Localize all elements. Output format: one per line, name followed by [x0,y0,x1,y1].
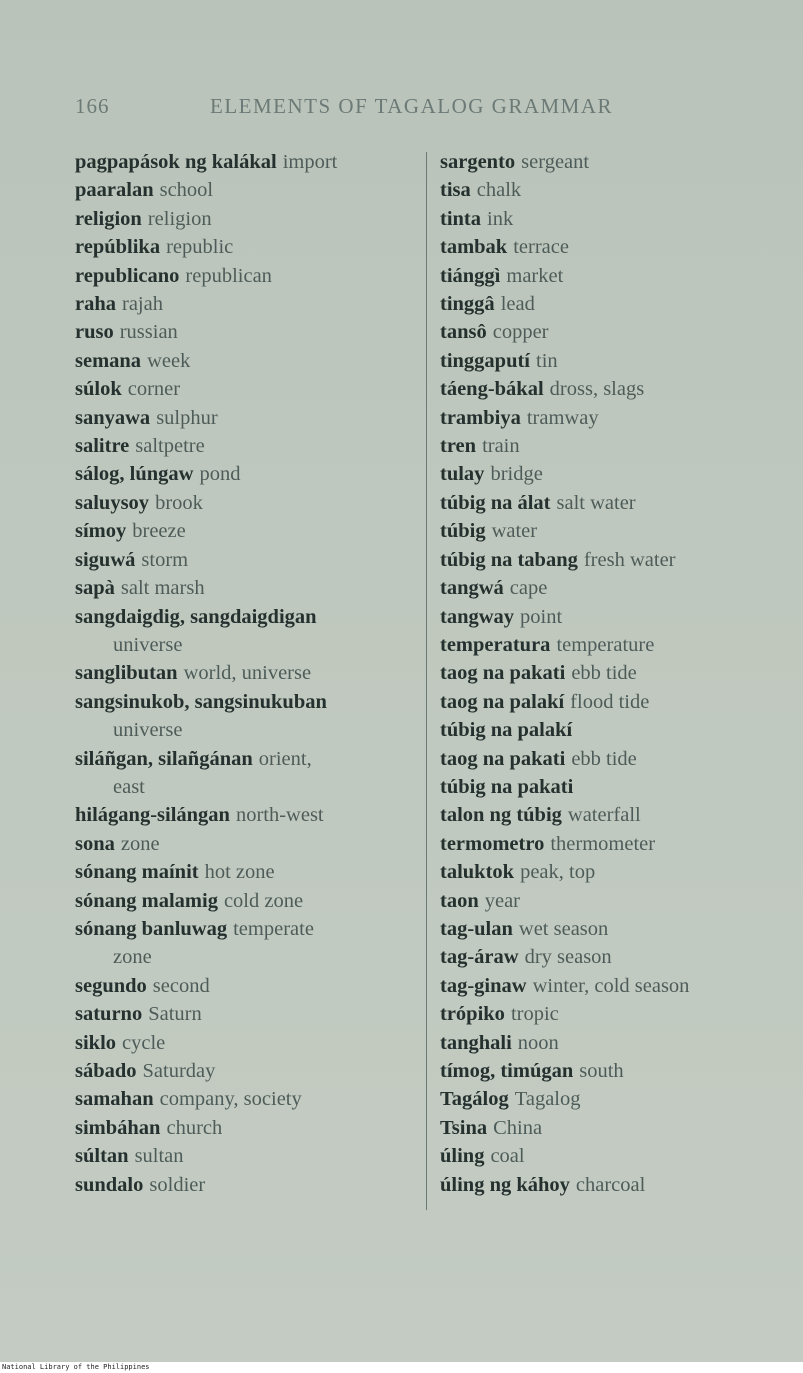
glossary-term: salitre [75,435,130,458]
glossary-column-left [75,148,420,1199]
glossary-term: termometro [440,832,545,855]
glossary-entry [440,205,800,233]
glossary-term: taluktok [440,861,515,884]
glossary-definition: pond [199,463,241,486]
glossary-entry [440,830,800,858]
glossary-term: tiánggì [440,264,501,287]
glossary-term: siláñgan, silañgánan [75,747,253,770]
glossary-definition: north-west [235,804,324,827]
glossary-entry [75,489,420,517]
glossary-definition: tramway [526,406,599,429]
glossary-entry [75,1000,420,1028]
glossary-definition: lead [500,293,535,316]
glossary-term: siguwá [75,548,136,571]
glossary-term: saluysoy [75,491,150,514]
glossary-definition: brook [155,491,203,514]
glossary-entry [75,404,420,432]
glossary-definition: week [147,349,191,372]
glossary-entry [440,887,800,915]
glossary-definition: cape [509,577,548,600]
glossary-term: talon ng túbig [440,804,562,827]
glossary-entry [440,659,800,687]
glossary-entry [75,347,420,375]
glossary-term: taon [440,889,479,912]
glossary-entry [440,375,800,403]
glossary-definition: ink [487,207,514,230]
glossary-term: segundo [75,974,147,997]
glossary-definition: thermometer [550,832,656,855]
glossary-term: súltan [75,1145,129,1168]
glossary-entry [440,489,800,517]
glossary-definition: church [166,1116,223,1139]
glossary-entry [440,347,800,375]
glossary-definition: temperate [233,917,314,940]
glossary-entry [440,1142,800,1170]
glossary-entry [440,176,800,204]
glossary-definition: republican [185,264,272,287]
glossary-definition: saltpetre [135,435,205,458]
glossary-term: trópiko [440,1003,505,1026]
glossary-entry [440,318,800,346]
glossary-entry [440,517,800,545]
glossary-definition: ebb tide [571,662,637,685]
glossary-entry [440,688,800,716]
glossary-entry [75,432,420,460]
glossary-definition: cycle [122,1031,166,1054]
glossary-entry [440,1114,800,1142]
glossary-entry [75,546,420,574]
glossary-term: tanghali [440,1031,512,1054]
glossary-term: tambak [440,236,508,259]
glossary-entry [440,943,800,971]
glossary-entry [440,233,800,261]
glossary-entry [440,716,800,744]
glossary-entry [75,460,420,488]
glossary-definition: school [159,179,214,202]
glossary-term: úling [440,1145,485,1168]
glossary-term: sónang banluwag [75,917,228,940]
glossary-term: túbig na pakati [440,775,574,798]
glossary-entry [440,574,800,602]
glossary-entry [75,972,420,1000]
glossary-term: sanyawa [75,406,151,429]
glossary-definition: second [152,974,210,997]
footer-credit: National Library of the Philippines [0,1362,803,1373]
glossary-definition: Saturday [142,1060,216,1082]
page-header [0,94,803,124]
glossary-entry [75,290,420,318]
glossary-definition: storm [141,548,189,571]
glossary-entry [440,972,800,1000]
glossary-definition: company, society [159,1088,302,1111]
glossary-term: siklo [75,1031,117,1054]
glossary-definition: russian [119,321,178,344]
glossary-definition: flood tide [570,690,650,713]
glossary-definition: market [506,264,564,287]
glossary-term: túbig na tabang [440,548,578,571]
glossary-term: simbáhan [75,1116,161,1139]
glossary-entry [75,318,420,346]
glossary-term: tren [440,435,477,458]
glossary-entry [440,148,800,176]
glossary-entry [440,546,800,574]
glossary-entry [440,1085,800,1113]
glossary-term: tangwá [440,577,504,600]
glossary-entry [440,1000,800,1028]
glossary-term: paaralan [75,179,154,202]
glossary-entry [440,432,800,460]
glossary-term: túbig na álat [440,491,551,514]
glossary-column-right [440,148,800,1199]
glossary-entry [75,148,420,176]
glossary-definition: corner [127,378,181,401]
glossary-entry [440,745,800,773]
glossary-term: sundalo [75,1173,144,1196]
glossary-entry [75,915,420,943]
glossary-entry [440,603,800,631]
glossary-definition: peak, top [520,861,596,884]
glossary-definition: waterfall [567,804,641,827]
glossary-definition: water [491,520,538,543]
glossary-term: tinggaputí [440,349,530,372]
glossary-definition: salt marsh [120,577,205,600]
glossary-definition: soldier [149,1173,206,1196]
glossary-term: raha [75,293,116,316]
glossary-entry [75,801,420,829]
glossary-definition: tin [536,349,558,372]
glossary-term: temperatura [440,633,551,656]
glossary-entry [75,1085,420,1113]
glossary-term: sálog, lúngaw [75,463,194,486]
glossary-entry [75,1029,420,1057]
glossary-entry [75,830,420,858]
glossary-entry [440,858,800,886]
glossary-definition: world, universe [183,662,312,685]
glossary-entry [75,745,420,773]
glossary-term: símoy [75,520,127,543]
glossary-term: tisa [440,179,471,202]
glossary-entry [75,659,420,687]
glossary-entry [75,233,420,261]
glossary-term: sábado [75,1060,137,1082]
glossary-term: saturno [75,1003,143,1026]
glossary-term: religion [75,207,142,230]
glossary-definition: chalk [476,179,522,202]
glossary-definition: import [282,151,338,173]
glossary-definition: coal [490,1145,525,1168]
glossary-definition: ebb tide [571,747,637,770]
column-divider [426,152,427,1210]
glossary-definition: wet season [518,917,609,940]
glossary-definition: China [493,1116,543,1139]
glossary-term: sangsinukob, sangsinukuban [75,690,327,713]
glossary-entry [75,262,420,290]
glossary-definition: point [520,605,563,628]
glossary-term: tangway [440,605,515,628]
glossary-entry [75,1171,420,1199]
glossary-term: túbig na palakí [440,719,573,742]
glossary-definition: dry season [524,946,612,969]
glossary-entry [75,858,420,886]
glossary-definition: sergeant [521,151,590,173]
glossary-entry [440,773,800,801]
glossary-definition: south [579,1060,624,1082]
glossary-definition: year [484,889,521,912]
glossary-entry [440,1171,800,1199]
glossary-term: tinta [440,207,481,230]
glossary-definition: republic [166,236,234,259]
glossary-term: úling ng káhoy [440,1173,570,1196]
glossary-term: ruso [75,321,114,344]
glossary-term: hilágang-silángan [75,804,230,827]
glossary-term: repúblika [75,236,161,259]
glossary-term: sona [75,832,115,855]
glossary-term: Tsina [440,1116,488,1139]
glossary-definition: copper [492,321,549,344]
glossary-definition: temperature [556,633,655,656]
glossary-definition: train [482,435,520,458]
glossary-term: sónang maínit [75,861,199,884]
glossary-term: tinggâ [440,293,495,316]
glossary-entry [75,375,420,403]
glossary-term: tag-ulan [440,917,513,940]
glossary-entry [75,574,420,602]
glossary-entry [440,262,800,290]
glossary-definition: sulphur [156,406,218,429]
glossary-term: tag-ginaw [440,974,527,997]
glossary-term: táeng-bákal [440,378,544,401]
glossary-definition: hot zone [204,861,275,884]
glossary-definition: sultan [134,1145,184,1168]
glossary-entry [440,801,800,829]
glossary-term: pagpapások ng kalákal [75,151,277,173]
glossary-definition: breeze [132,520,186,543]
glossary-definition: bridge [490,463,543,486]
glossary-definition: rajah [122,293,163,316]
glossary-definition: zone [120,832,160,855]
glossary-entry [75,517,420,545]
glossary-entry-continuation: universe [113,633,183,656]
glossary-term: republicano [75,264,180,287]
glossary-entry [75,688,420,716]
glossary-term: taog na pakati [440,747,566,770]
glossary-term: sargento [440,151,516,173]
glossary-entry [440,1029,800,1057]
glossary-term: tímog, timúgan [440,1060,574,1082]
glossary-entry [440,915,800,943]
glossary-entry [440,460,800,488]
glossary-definition: terrace [513,236,569,259]
glossary-entry [440,404,800,432]
page-number: 166 [75,94,110,118]
glossary-term: Tagálog [440,1088,509,1111]
glossary-term: túbig [440,520,486,543]
glossary-term: tulay [440,463,485,486]
glossary-entry-continuation: east [113,775,145,798]
glossary-term: sanglibutan [75,662,178,685]
glossary-term: sangdaigdig, sangdaigdigan [75,605,317,628]
glossary-term: sónang malamig [75,889,218,912]
glossary-definition: cold zone [223,889,304,912]
glossary-entry-continuation: universe [113,719,183,742]
glossary-definition: religion [147,207,212,230]
glossary-definition: tropic [510,1003,559,1026]
glossary-term: trambiya [440,406,521,429]
glossary-entry [75,887,420,915]
glossary-term: semana [75,349,142,372]
glossary-entry [440,290,800,318]
glossary-term: taog na pakati [440,662,566,685]
glossary-definition: Tagalog [514,1088,581,1111]
glossary-entry-continuation: zone [113,946,152,969]
glossary-definition: charcoal [575,1173,646,1196]
glossary-definition: fresh water [583,548,676,571]
glossary-definition: winter, cold season [532,974,690,997]
glossary-entry [75,176,420,204]
glossary-definition: Saturn [148,1003,202,1026]
glossary-entry [75,1114,420,1142]
glossary-term: tag-áraw [440,946,519,969]
glossary-term: sapà [75,577,115,600]
glossary-entry [440,1057,800,1085]
glossary-definition: orient, [258,747,312,770]
glossary-definition: salt water [556,491,636,514]
glossary-term: súlok [75,378,122,401]
glossary-entry [440,631,800,659]
glossary-term: taog na palakí [440,690,565,713]
glossary-entry [75,603,420,631]
glossary-term: samahan [75,1088,154,1111]
glossary-entry [75,205,420,233]
glossary-term: tansô [440,321,487,344]
running-title: ELEMENTS OF TAGALOG GRAMMAR [210,94,614,118]
glossary-definition: dross, slags [549,378,645,401]
glossary-entry [75,1057,420,1085]
glossary-entry [75,1142,420,1170]
glossary-definition: noon [517,1031,559,1054]
